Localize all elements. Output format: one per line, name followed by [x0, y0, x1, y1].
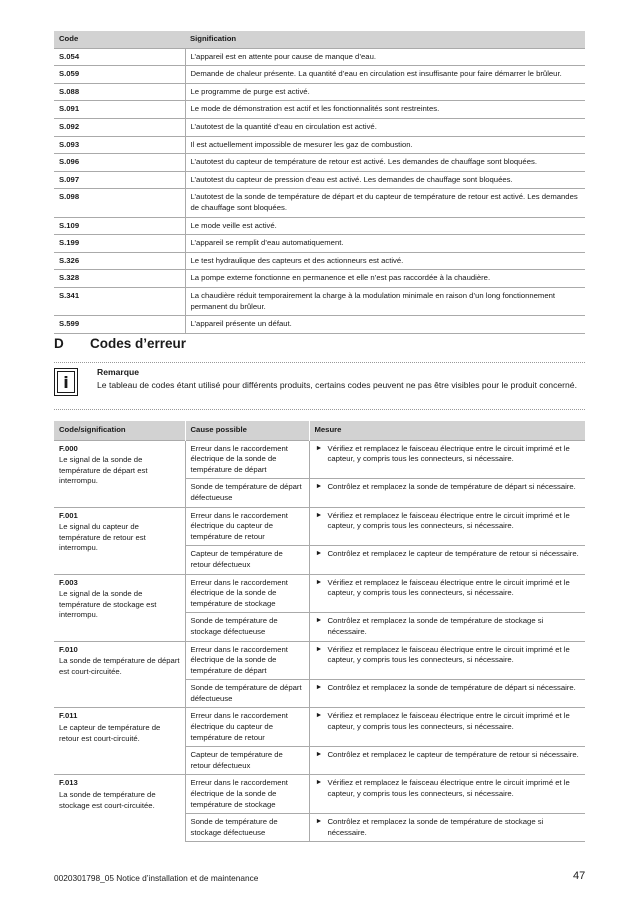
error-cause: Sonde de température de stockage défectueuse — [185, 814, 309, 842]
error-measure-text: Contrôlez et remplacez la sonde de température de stockage si nécessaire. — [327, 817, 544, 837]
error-measure — [309, 574, 585, 613]
status-code: S.092 — [54, 118, 185, 136]
error-cause: Sonde de température de stockage défectueuse — [185, 613, 309, 641]
error-measure — [309, 641, 585, 680]
error-measure-text: Contrôlez et remplacez la sonde de température de départ si nécessaire. — [327, 482, 576, 492]
status-meaning: L’autotest de la sonde de température de départ et du capteur de température de retour est activé. Les demandes de chauffage sont bloquées. — [185, 189, 585, 217]
error-measure-text: Contrôlez et remplacez la sonde de température de départ si nécessaire. — [327, 683, 576, 693]
note-divider-bottom — [54, 409, 585, 410]
note-divider-top — [54, 362, 585, 363]
status-code: S.091 — [54, 101, 185, 119]
bullet-arrow-icon: ► — [315, 818, 323, 826]
status-header-code: Code — [54, 31, 185, 48]
status-meaning: Le mode de démonstration est actif et les fonctionnalités sont restreintes. — [185, 101, 585, 119]
error-measure-text: Contrôlez et remplacez le capteur de température de retour si nécessaire. — [327, 549, 579, 559]
status-meaning: L’autotest du capteur de pression d’eau est activé. Les demandes de chauffage sont bloquées. — [185, 171, 585, 189]
error-cause: Erreur dans le raccordement électrique de la sonde de température de départ — [185, 641, 309, 680]
error-measure-text: Vérifiez et remplacez le faisceau électrique entre le circuit imprimé et le capteur, y compris tous les connecteurs, si nécessaire. — [327, 778, 570, 799]
table-row — [54, 775, 585, 814]
error-measure — [309, 507, 585, 546]
table-row — [54, 189, 585, 217]
bullet-arrow-icon: ► — [315, 444, 323, 452]
error-measure-text: Vérifiez et remplacez le faisceau électrique entre le circuit imprimé et le capteur, y compris tous les connecteurs, si nécessaire. — [327, 711, 570, 732]
table-row — [54, 217, 585, 235]
error-measure — [309, 479, 585, 507]
error-cause: Erreur dans le raccordement électrique de la sonde de température de départ — [185, 440, 309, 479]
error-measure — [309, 814, 585, 842]
bullet-arrow-icon: ► — [315, 684, 323, 692]
table-row — [54, 171, 585, 189]
bullet-arrow-icon: ► — [315, 578, 323, 586]
error-code: F.013 — [59, 778, 78, 788]
error-description: Le capteur de température de retour est court-circuité. — [59, 723, 161, 743]
status-code: S.109 — [54, 217, 185, 235]
error-cause: Sonde de température de départ défectueuse — [185, 680, 309, 708]
status-meaning: Demande de chaleur présente. La quantité d’eau en circulation est insuffisante pour faire démarrer le brûleur. — [185, 66, 585, 84]
status-meaning: L’appareil se remplit d’eau automatiquement. — [185, 235, 585, 253]
table-row — [54, 316, 585, 334]
table-row — [54, 287, 585, 315]
info-icon — [54, 368, 78, 396]
error-measure — [309, 546, 585, 574]
status-code: S.199 — [54, 235, 185, 253]
error-description: La sonde de température de stockage est court-circuitée. — [59, 790, 156, 810]
error-code: F.001 — [59, 510, 78, 520]
error-code: F.000 — [59, 443, 78, 453]
error-measure-text: Vérifiez et remplacez le faisceau électrique entre le circuit imprimé et le capteur, y compris tous les connecteurs, si nécessaire. — [327, 443, 570, 464]
status-code: S.093 — [54, 136, 185, 154]
table-row — [54, 708, 585, 747]
error-measure — [309, 680, 585, 708]
error-cause: Capteur de température de retour défectueux — [185, 546, 309, 574]
note-text: Le tableau de codes étant utilisé pour différents produits, certains codes peuvent ne pas être visibles pour le produit concerné. — [97, 380, 577, 390]
error-code: F.003 — [59, 577, 78, 587]
table-row — [54, 235, 585, 253]
status-code: S.328 — [54, 270, 185, 288]
status-meaning: L’appareil est en attente pour cause de manque d’eau. — [185, 48, 585, 66]
error-cause: Erreur dans le raccordement électrique de la sonde de température de stockage — [185, 775, 309, 814]
table-row — [54, 83, 585, 101]
status-table-body — [54, 48, 585, 333]
status-code: S.097 — [54, 171, 185, 189]
error-measure — [309, 747, 585, 775]
error-code: F.010 — [59, 644, 78, 654]
status-table-header — [54, 31, 585, 48]
table-row — [54, 101, 585, 119]
error-header-measure: Mesure — [309, 421, 585, 440]
table-row — [54, 270, 585, 288]
status-code: S.054 — [54, 48, 185, 66]
status-code: S.326 — [54, 252, 185, 270]
error-measure — [309, 775, 585, 814]
info-icon-glyph: i — [57, 371, 75, 393]
table-row — [54, 136, 585, 154]
error-measure-text: Contrôlez et remplacez le capteur de température de retour si nécessaire. — [327, 750, 579, 760]
error-cause: Erreur dans le raccordement électrique de la sonde de température de stockage — [185, 574, 309, 613]
section-heading — [54, 336, 186, 351]
bullet-arrow-icon: ► — [315, 712, 323, 720]
error-measure-text: Contrôlez et remplacez la sonde de température de stockage si nécessaire. — [327, 616, 544, 636]
error-measure — [309, 613, 585, 641]
bullet-arrow-icon: ► — [315, 511, 323, 519]
error-measure — [309, 708, 585, 747]
error-header-cause: Cause possible — [185, 421, 309, 440]
error-code-cell — [54, 708, 185, 775]
status-meaning: Le mode veille est activé. — [185, 217, 585, 235]
bullet-arrow-icon: ► — [315, 779, 323, 787]
error-cause: Erreur dans le raccordement électrique du capteur de température de retour — [185, 507, 309, 546]
error-table-body — [54, 440, 585, 842]
error-cause: Capteur de température de retour défectueux — [185, 747, 309, 775]
table-row — [54, 118, 585, 136]
status-meaning: Le test hydraulique des capteurs et des actionneurs est activé. — [185, 252, 585, 270]
status-meaning: L’appareil présente un défaut. — [185, 316, 585, 334]
status-meaning: L’autotest de la quantité d’eau en circulation est activé. — [185, 118, 585, 136]
error-cause: Sonde de température de départ défectueuse — [185, 479, 309, 507]
error-code-cell — [54, 574, 185, 641]
table-row — [54, 574, 585, 613]
table-row — [54, 507, 585, 546]
status-header-meaning: Signification — [185, 31, 585, 48]
error-description: La sonde de température de départ est court-circuitée. — [59, 656, 180, 676]
bullet-arrow-icon: ► — [315, 483, 323, 491]
error-measure — [309, 440, 585, 479]
table-row — [54, 641, 585, 680]
status-meaning: Il est actuellement impossible de mesurer les gaz de combustion. — [185, 136, 585, 154]
status-code: S.088 — [54, 83, 185, 101]
error-table-header — [54, 421, 585, 440]
footer-document-reference: 0020301798_05 Notice d’installation et de maintenance — [54, 873, 259, 883]
table-row — [54, 154, 585, 172]
error-code-cell — [54, 507, 185, 574]
status-code: S.096 — [54, 154, 185, 172]
error-description: Le signal de la sonde de température de départ est interrompu. — [59, 455, 148, 486]
error-code-cell — [54, 440, 185, 507]
status-code: S.341 — [54, 287, 185, 315]
status-meaning: La chaudière réduit temporairement la charge à la modulation minimale en raison d’un long fonctionnement permanent du brûleur. — [185, 287, 585, 315]
status-code: S.059 — [54, 66, 185, 84]
table-row — [54, 440, 585, 479]
status-codes-table — [54, 31, 585, 334]
error-description: Le signal du capteur de température de retour est interrompu. — [59, 522, 146, 553]
error-code-cell — [54, 641, 185, 708]
status-meaning: La pompe externe fonctionne en permanence et elle n’est pas raccordée à la chaudière. — [185, 270, 585, 288]
error-code-cell — [54, 775, 185, 842]
table-row — [54, 66, 585, 84]
error-measure-text: Vérifiez et remplacez le faisceau électrique entre le circuit imprimé et le capteur, y compris tous les connecteurs, si nécessaire. — [327, 644, 570, 665]
table-row — [54, 252, 585, 270]
error-measure-text: Vérifiez et remplacez le faisceau électrique entre le circuit imprimé et le capteur, y compris tous les connecteurs, si nécessaire. — [327, 577, 570, 598]
error-code: F.011 — [59, 711, 78, 721]
error-header-code: Code/signification — [54, 421, 185, 440]
bullet-arrow-icon: ► — [315, 645, 323, 653]
section-letter: D — [54, 336, 64, 351]
status-code: S.098 — [54, 189, 185, 217]
error-measure-text: Vérifiez et remplacez le faisceau électrique entre le circuit imprimé et le capteur, y compris tous les connecteurs, si nécessaire. — [327, 510, 570, 531]
bullet-arrow-icon: ► — [315, 550, 323, 558]
table-row — [54, 48, 585, 66]
status-code: S.599 — [54, 316, 185, 334]
error-codes-table — [54, 421, 585, 842]
note-title: Remarque — [97, 367, 140, 377]
status-meaning: Le programme de purge est activé. — [185, 83, 585, 101]
bullet-arrow-icon: ► — [315, 751, 323, 759]
error-description: Le signal de la sonde de température de stockage est interrompu. — [59, 589, 157, 620]
status-meaning: L’autotest du capteur de température de retour est activé. Les demandes de chauffage sont bloquées. — [185, 154, 585, 172]
page-number: 47 — [573, 870, 586, 882]
section-title: Codes d’erreur — [90, 336, 187, 351]
bullet-arrow-icon: ► — [315, 617, 323, 625]
error-cause: Erreur dans le raccordement électrique du capteur de température de retour — [185, 708, 309, 747]
